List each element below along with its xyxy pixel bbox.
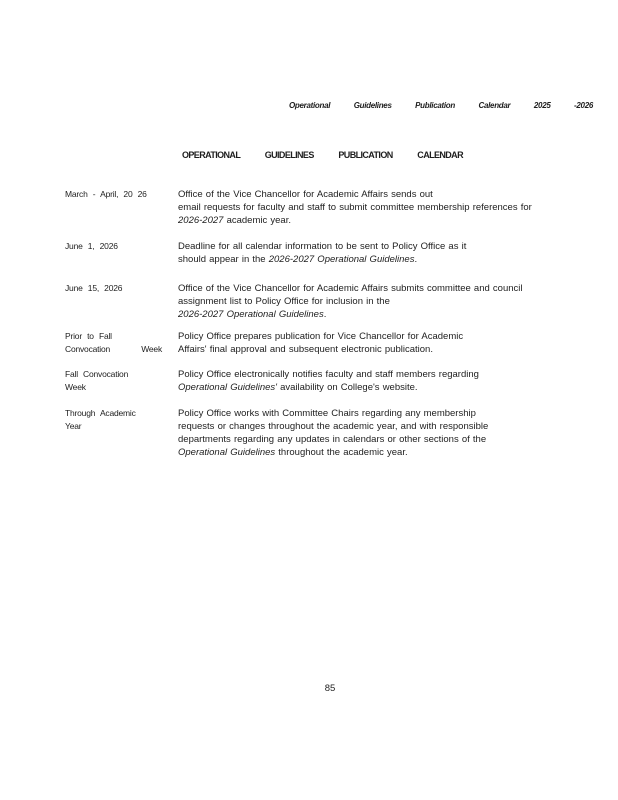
description-line [178,446,580,459]
entry-description [178,240,580,266]
text-segment: . [323,309,327,320]
text-segment: Policy Office prepares publication for Vice Chancellor for Academic [178,331,464,342]
description-line [178,368,580,381]
description-line [178,433,580,446]
description-line [178,253,580,266]
entry-date [65,407,162,433]
page-title: OPERATIONAL GUIDELINES PUBLICATION CALENDAR [182,150,463,160]
text-segment: academic year. [223,215,291,226]
text-segment: assignment list to Policy Office for inclusion in the [178,296,390,307]
text-segment: requests or changes throughout the academic year, and with responsible [178,421,489,432]
text-segment: 2026-2027 Operational Guidelines [268,254,415,265]
date-line: Year [65,421,82,431]
entry-date [65,330,162,356]
description-line [178,214,580,227]
text-segment: Deadline for all calendar information to be sent to Policy Office as it [178,241,467,252]
description-line [178,420,580,433]
text-segment: Policy Office works with Committee Chairs regarding any membership [178,408,476,419]
description-line [178,188,580,201]
date-line: June 15, 2026 [65,283,123,293]
text-segment: 2026-2027 [178,215,224,226]
text-segment: Operational Guidelines [178,447,276,458]
description-line [178,407,580,420]
date-line: Convocation Week [65,344,162,354]
description-line [178,330,580,343]
date-line: March - April, 20 26 [65,189,147,199]
calendar-entry [65,407,580,459]
description-line [178,381,580,394]
description-line [178,282,580,295]
description-line [178,201,580,214]
calendar-entry [65,188,580,227]
entry-date [65,188,162,201]
page-number: 85 [324,683,336,694]
description-line [178,308,580,321]
text-segment: email requests for faculty and staff to submit committee membership references for [178,202,532,213]
entry-description [178,282,580,321]
date-line: Prior to Fall [65,331,112,341]
entry-date [65,282,162,295]
date-line: Fall Convocation [65,369,129,379]
text-segment: . [414,254,418,265]
date-line: Week [65,382,86,392]
text-segment: Policy Office electronically notifies faculty and staff members regarding [178,369,479,380]
text-segment: Operational Guidelines' [178,382,277,393]
calendar-entry [65,282,580,321]
entry-date [65,368,162,394]
calendar-entries [65,188,580,459]
text-segment: departments regarding any updates in calendars or other sections of the [178,434,487,445]
date-line: Through Academic [65,408,136,418]
running-header: Operational Guidelines Publication Calendar 2025 -2026 [289,101,593,110]
text-segment: Office of the Vice Chancellor for Academic Affairs sends out [178,189,433,200]
text-segment: throughout the academic year. [275,447,408,458]
entry-description [178,330,580,356]
description-line [178,295,580,308]
date-line: June 1, 2026 [65,241,118,251]
text-segment: Affairs' final approval and subsequent electronic publication. [178,344,433,355]
text-segment: availability on College's website. [276,382,418,393]
calendar-entry [65,330,580,356]
text-segment: Office of the Vice Chancellor for Academic Affairs submits committee and council [178,283,523,294]
calendar-entry [65,368,580,394]
text-segment: should appear in the [178,254,269,265]
calendar-entry [65,240,580,266]
entry-description [178,368,580,394]
entry-date [65,240,162,253]
text-segment: 2026-2027 Operational Guidelines [178,309,324,320]
description-line [178,343,580,356]
entry-description [178,188,580,227]
entry-description [178,407,580,459]
description-line [178,240,580,253]
